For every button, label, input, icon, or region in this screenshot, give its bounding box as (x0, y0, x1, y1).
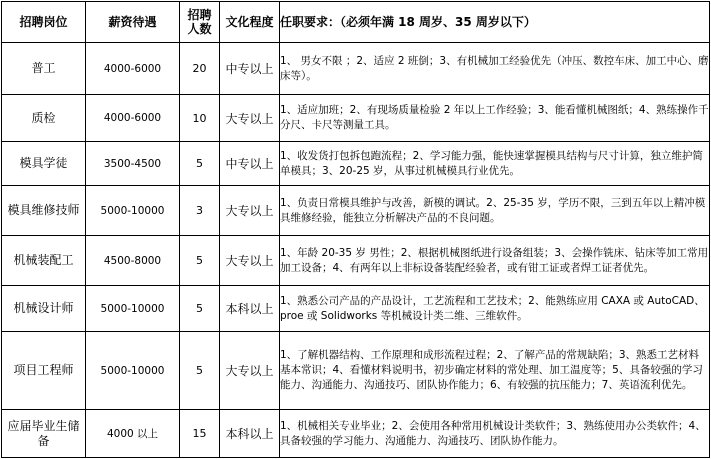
table-row (2, 43, 710, 95)
position-cell: 质检 (2, 95, 86, 142)
header-position: 招聘岗位 (2, 2, 86, 43)
requirements-cell: 1、了解机器结构、工作原理和成形流程过程；2、了解产品的常规缺陷；3、熟悉工艺材料基本常识；4、看懂材料说明书，初步确定材料的常处理、加工温度等；5、具备较强的学习能力、沟通能力、沟通技巧、团队协作能力；6、有较强的抗压能力；7、英语流利优先。 (280, 332, 710, 410)
count-cell: 10 (180, 95, 220, 142)
salary-cell: 3500-4500 (86, 142, 180, 186)
table-row (2, 236, 710, 286)
requirements-cell: 1、适应加班；2、有现场质量检验 2 年以上工作经验；3、能看懂机械图纸；4、熟练操作千分尺、卡尺等测量工具。 (280, 95, 710, 142)
salary-cell: 4000-6000 (86, 95, 180, 142)
count-cell: 5 (180, 236, 220, 286)
header-salary: 薪资待遇 (86, 2, 180, 43)
count-cell: 5 (180, 142, 220, 186)
requirements-cell: 1、 男女不限 ；2、适应 2 班倒；3、有机械加工经验优先（冲压、数控车床、加工中心、磨床等）。 (280, 43, 710, 95)
salary-cell: 5000-10000 (86, 286, 180, 332)
salary-cell: 4000 以上 (86, 410, 180, 458)
header-education: 文化程度 (220, 2, 280, 43)
position-cell: 普工 (2, 43, 86, 95)
education-cell: 大专以上 (220, 186, 280, 236)
salary-cell: 4000-6000 (86, 43, 180, 95)
table-row (2, 332, 710, 410)
education-cell: 大专以上 (220, 332, 280, 410)
requirements-cell: 1、熟悉公司产品的产品设计，工艺流程和工艺技术；2、能熟练应用 CAXA 或 AutoCAD、proe 或 Solidworks 等机械设计类二维、三维软件。 (280, 286, 710, 332)
header-count: 招聘人数 (180, 2, 220, 43)
count-cell: 5 (180, 286, 220, 332)
recruitment-table (1, 1, 710, 458)
requirements-cell: 1、收发货打包拆包跑流程；2、学习能力强，能快速掌握模具结构与尺寸计算，独立维护简单模具；3、20-25 岁，从事过机械模具行业优先。 (280, 142, 710, 186)
education-cell: 中专以上 (220, 43, 280, 95)
count-cell: 5 (180, 332, 220, 410)
requirements-cell: 1、机械相关专业毕业；2、会使用各种常用机械设计类软件；3、熟练使用办公类软件；4、具备较强的学习能力、沟通能力、沟通技巧、团队协作能力。 (280, 410, 710, 458)
position-cell: 应届毕业生储备 (2, 410, 86, 458)
education-cell: 本科以上 (220, 410, 280, 458)
count-cell: 3 (180, 186, 220, 236)
salary-cell: 4500-8000 (86, 236, 180, 286)
table-row (2, 286, 710, 332)
table-row (2, 410, 710, 458)
education-cell: 大专以上 (220, 236, 280, 286)
count-cell: 15 (180, 410, 220, 458)
header-row (2, 2, 710, 43)
education-cell: 大专以上 (220, 95, 280, 142)
count-cell: 20 (180, 43, 220, 95)
education-cell: 本科以上 (220, 286, 280, 332)
requirements-cell: 1、年龄 20-35 岁 男性；2、根据机械图纸进行设备组装；3、会操作铣床、钻床等加工常用加工设备；4、有两年以上非标设备装配经验者，或有钳工证或者焊工证者优先。 (280, 236, 710, 286)
requirements-cell: 1、负责日常模具维护与改善，新模的调试。2、25-35 岁，学历不限，三到五年以上精冲模具维修经验，能独立分析解决产品的不良问题。 (280, 186, 710, 236)
position-cell: 项目工程师 (2, 332, 86, 410)
position-cell: 模具学徒 (2, 142, 86, 186)
salary-cell: 5000-10000 (86, 186, 180, 236)
position-cell: 机械装配工 (2, 236, 86, 286)
table-row (2, 186, 710, 236)
table-row (2, 142, 710, 186)
salary-cell: 5000-10000 (86, 332, 180, 410)
table-row (2, 95, 710, 142)
position-cell: 模具维修技师 (2, 186, 86, 236)
header-requirements: 任职要求：（必须年满 18 周岁、35 周岁以下） (280, 2, 710, 43)
position-cell: 机械设计师 (2, 286, 86, 332)
education-cell: 中专以上 (220, 142, 280, 186)
